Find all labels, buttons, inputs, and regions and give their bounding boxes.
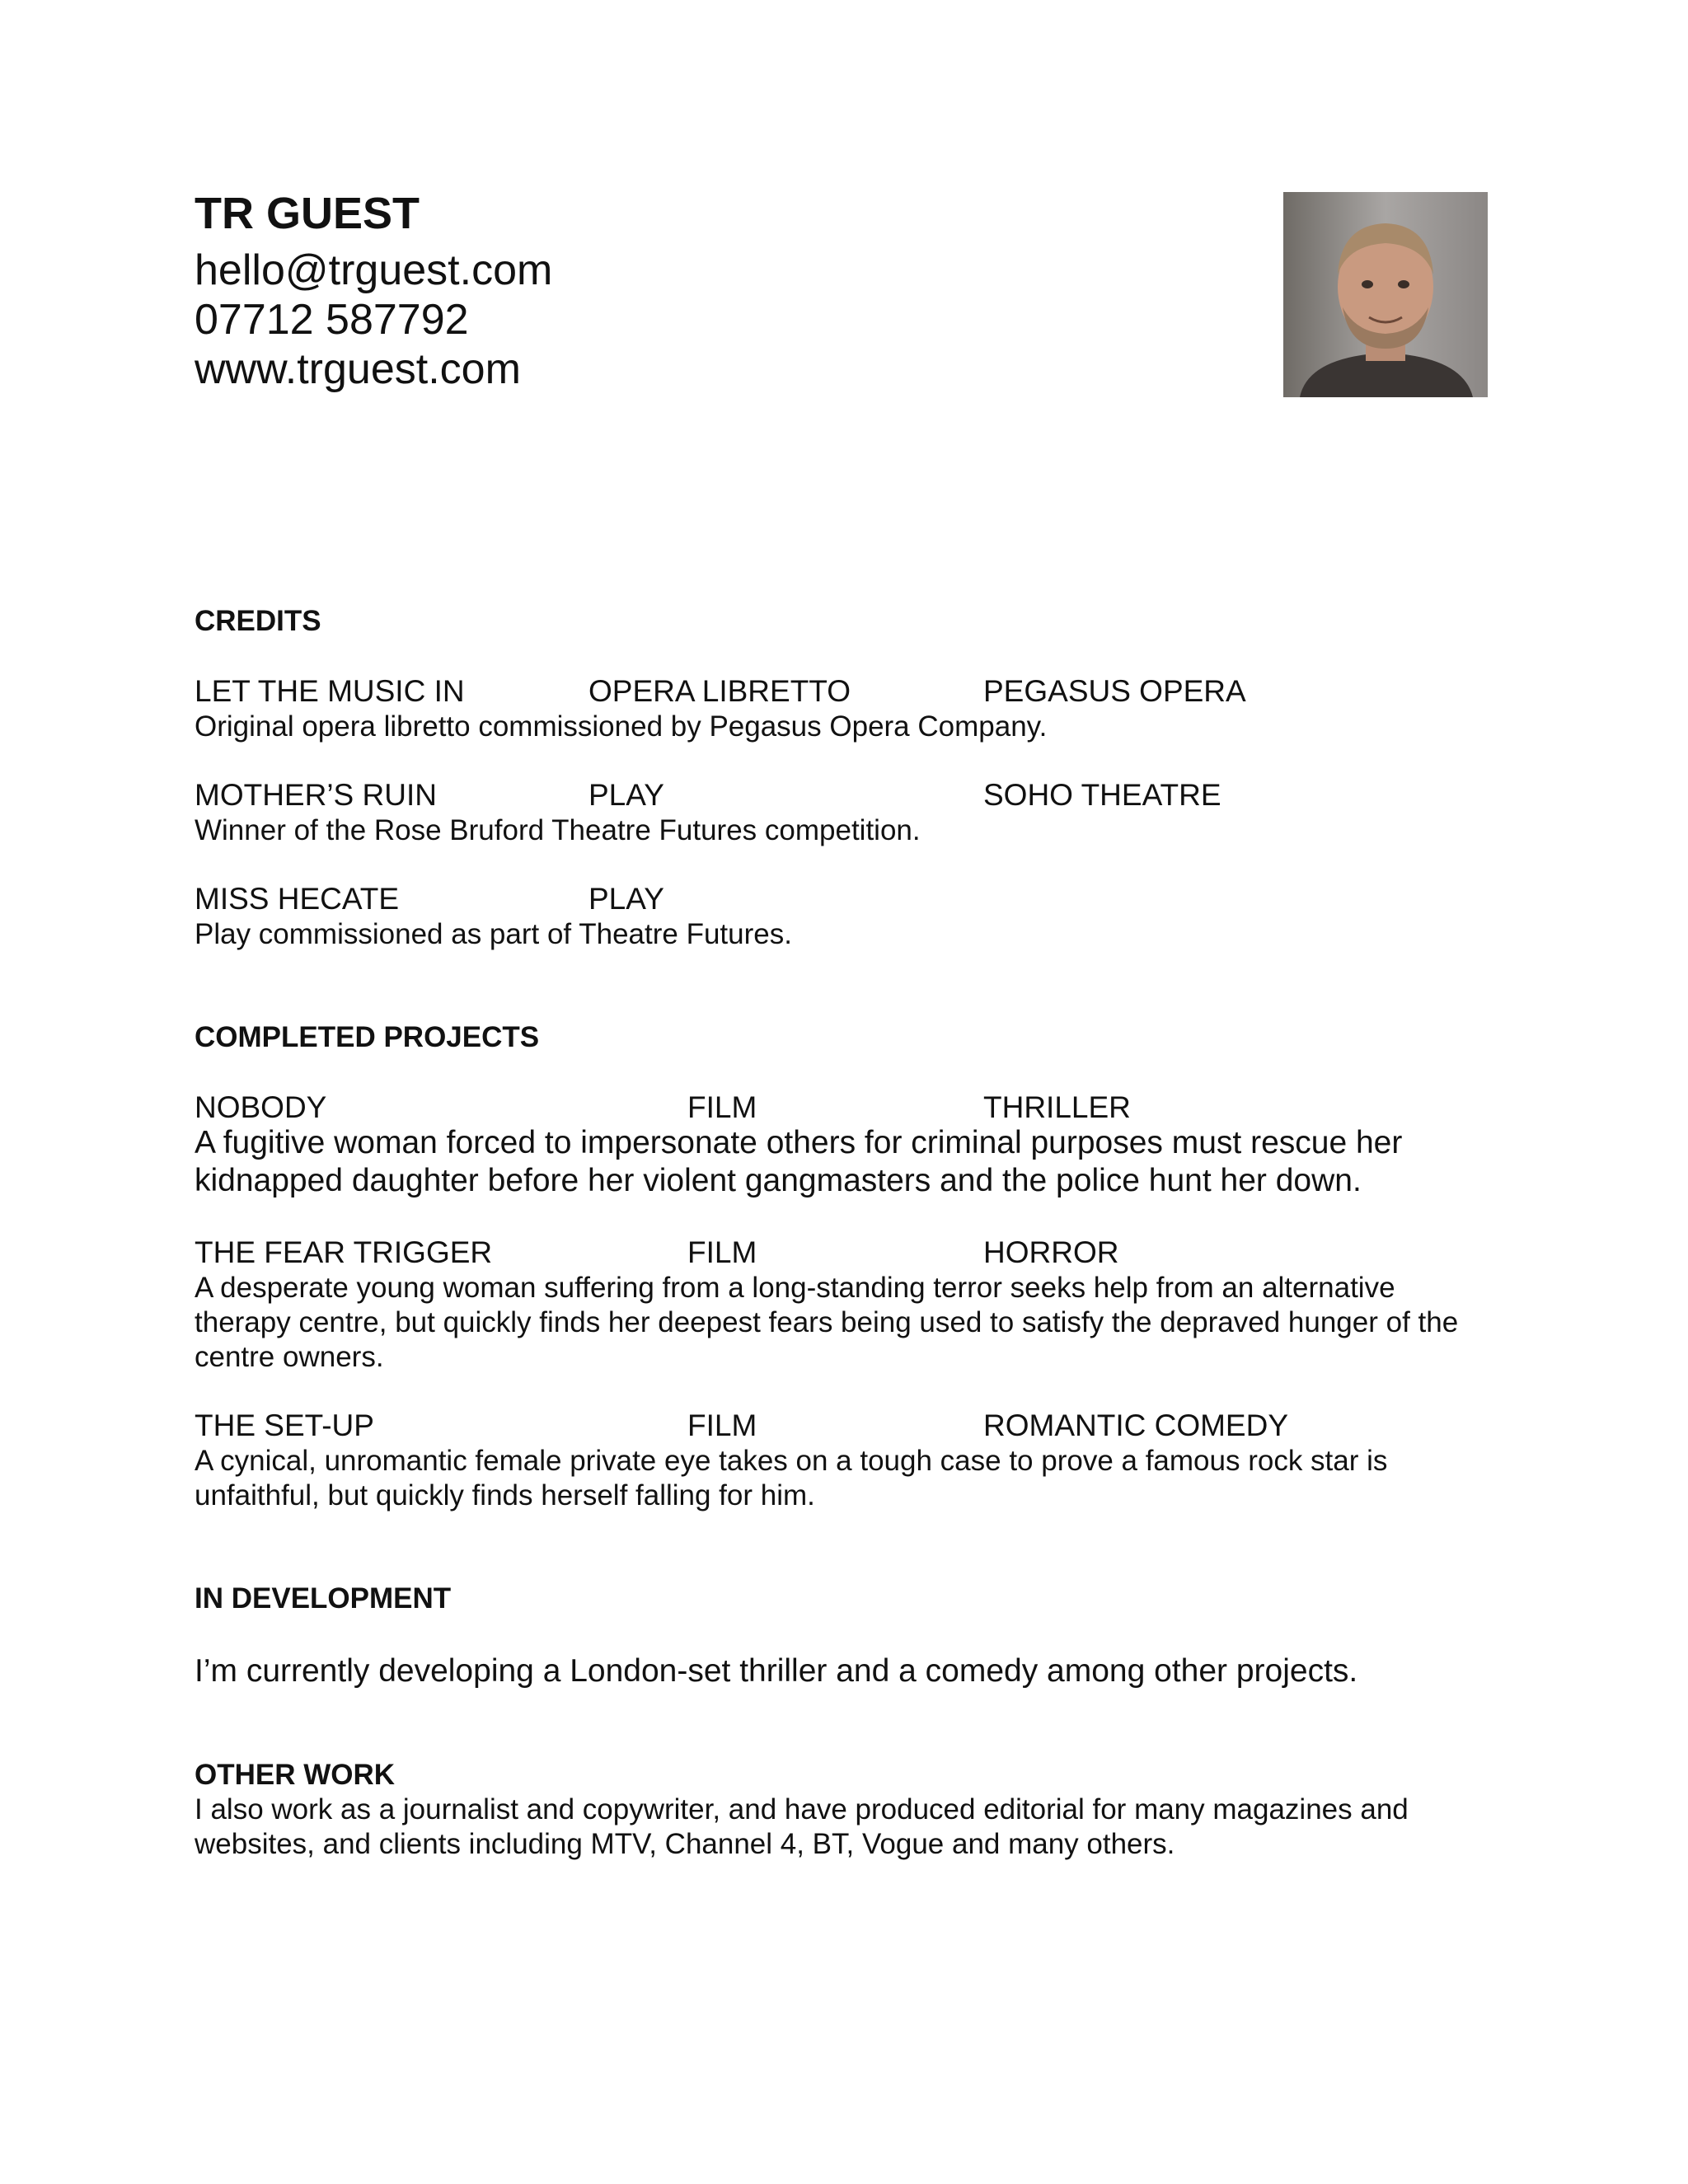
section-heading-completed-projects: COMPLETED PROJECTS: [195, 1021, 540, 1053]
contact-phone[interactable]: 07712 587792: [195, 296, 469, 344]
other-work-text: I also work as a journalist and copywriter, and have produced editorial for many magazines and websites, and clients including MTV, Channel 4, BT, Vogue and many others.: [195, 1793, 1409, 1860]
project-genre: THRILLER: [983, 1090, 1131, 1124]
project-description: A desperate young woman suffering from a long-standing terror seeks help from an alternative therapy centre, but quickly finds her deepest fears being used to satisfy the depraved hunger of the centre owners.: [195, 1272, 1459, 1373]
project-type: FILM: [687, 1235, 757, 1269]
development-text: I’m currently developing a London-set thriller and a comedy among other projects.: [195, 1653, 1358, 1689]
credit-title: MISS HECATE: [195, 882, 400, 916]
list-item: [0, 676, 1688, 709]
project-title: NOBODY: [195, 1090, 327, 1124]
section-heading-other-work: OTHER WORK: [195, 1759, 396, 1791]
list-item: [0, 1410, 1688, 1443]
list-item: [0, 780, 1688, 813]
project-type: FILM: [687, 1090, 757, 1124]
project-genre: HORROR: [983, 1235, 1119, 1269]
credit-description: Play commissioned as part of Theatre Futures.: [195, 918, 792, 950]
contact-email[interactable]: hello@trguest.com: [195, 246, 553, 294]
credit-type: PLAY: [588, 882, 664, 916]
credit-description: Winner of the Rose Bruford Theatre Futures competition.: [195, 814, 921, 846]
author-name: TR GUEST: [195, 189, 420, 238]
section-heading-credits: CREDITS: [195, 605, 321, 637]
credit-venue: SOHO THEATRE: [983, 778, 1221, 812]
project-description: A fugitive woman forced to impersonate others for criminal purposes must rescue her kidnapped daughter before her violent gangmasters and the police hunt her down.: [195, 1125, 1403, 1198]
project-title: THE SET-UP: [195, 1408, 374, 1442]
profile-photo: [1283, 192, 1488, 397]
credit-type: OPERA LIBRETTO: [588, 674, 851, 708]
list-item: [0, 1237, 1688, 1270]
credit-description: Original opera libretto commissioned by Pegasus Opera Company.: [195, 710, 1048, 743]
credit-venue: PEGASUS OPERA: [983, 674, 1246, 708]
project-genre: ROMANTIC COMEDY: [983, 1408, 1288, 1442]
list-item: [0, 883, 1688, 916]
credit-title: LET THE MUSIC IN: [195, 674, 465, 708]
section-heading-in-development: IN DEVELOPMENT: [195, 1582, 452, 1615]
list-item: [0, 1092, 1688, 1125]
project-title: THE FEAR TRIGGER: [195, 1235, 493, 1269]
credit-type: PLAY: [588, 778, 664, 812]
project-type: FILM: [687, 1408, 757, 1442]
project-description: A cynical, unromantic female private eye takes on a tough case to prove a famous rock star is unfaithful, but quickly finds herself falling for him.: [195, 1445, 1388, 1511]
credit-title: MOTHER’S RUIN: [195, 778, 437, 812]
contact-website[interactable]: www.trguest.com: [195, 345, 521, 393]
